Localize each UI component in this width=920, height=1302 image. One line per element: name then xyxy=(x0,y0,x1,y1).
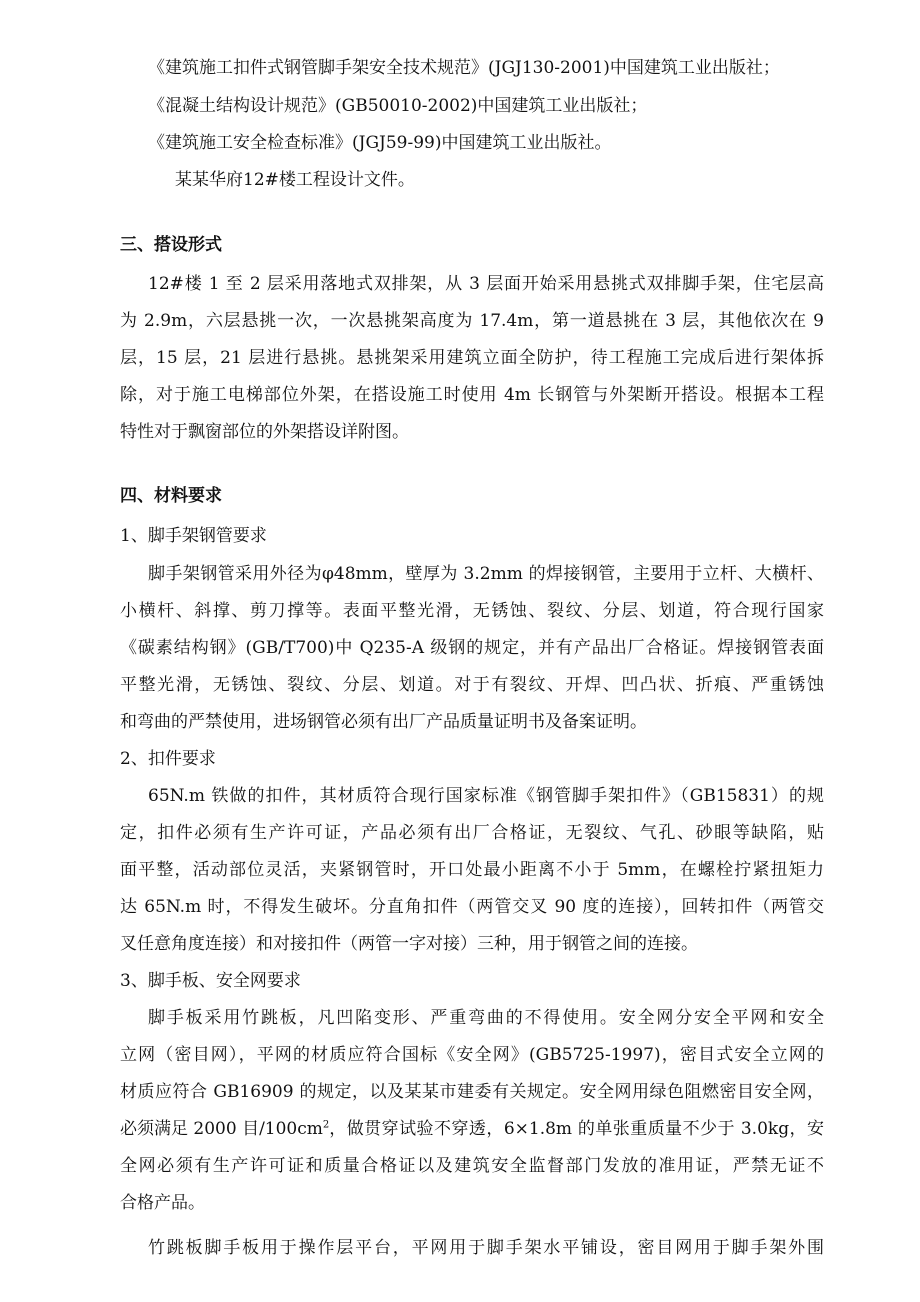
paragraph-line: 达 65N.m 时，不得发生破坏。分直角扣件（两管交叉 90 度的连接），回转扣件（两管交 xyxy=(120,897,824,917)
reference-line: 某某华府12#楼工程设计文件。 xyxy=(175,170,415,190)
paragraph-line: 层，15 层，21 层进行悬挑。悬挑架采用建筑立面全防护，待工程施工完成后进行架体拆 xyxy=(120,348,824,368)
reference-line: 《混凝土结构设计规范》(GB50010-2002)中国建筑工业出版社； xyxy=(148,96,648,116)
paragraph-line: 和弯曲的严禁使用，进场钢管必须有出厂产品质量证明书及备案证明。 xyxy=(120,712,647,732)
paragraph-line: 特性对于飘窗部位的外架搭设详附图。 xyxy=(120,422,409,442)
reference-line: 《建筑施工扣件式钢管脚手架安全技术规范》(JGJ130-2001)中国建筑工业出版社； xyxy=(148,58,780,78)
section-heading: 四、材料要求 xyxy=(120,486,222,506)
paragraph-line: 叉任意角度连接）和对接扣件（两管一字对接）三种，用于钢管之间的连接。 xyxy=(120,934,698,954)
paragraph-line xyxy=(120,1117,824,1141)
line-rest: ，做贯穿试验不穿透，6×1.8m 的单张重质量不少于 3.0kg，安 xyxy=(329,1119,824,1139)
paragraph-line: 全网必须有生产许可证和质量合格证以及建筑安全监督部门发放的准用证，严禁无证不 xyxy=(120,1156,824,1176)
subsection-title: 1、脚手架钢管要求 xyxy=(120,526,267,546)
subsection-title: 2、扣件要求 xyxy=(120,749,216,769)
paragraph-line: 除，对于施工电梯部位外架，在搭设施工时使用 4m 长钢管与外架断开搭设。根据本工程 xyxy=(120,385,824,405)
paragraph-line: 材质应符合 GB16909 的规定，以及某某市建委有关规定。安全网用绿色阻燃密目安全网， xyxy=(120,1082,824,1102)
subsection-title: 3、脚手板、安全网要求 xyxy=(120,971,301,991)
paragraph-line: 《碳素结构钢》(GB/T700)中 Q235-A 级钢的规定，并有产品出厂合格证。焊接钢管表面 xyxy=(120,638,824,658)
superscript: 2 xyxy=(322,1119,330,1131)
paragraph-line: 脚手板采用竹跳板，凡凹陷变形、严重弯曲的不得使用。安全网分安全平网和安全 xyxy=(148,1008,824,1028)
paragraph-line: 脚手架钢管采用外径为φ48mm，壁厚为 3.2mm 的焊接钢管，主要用于立杆、大横杆、 xyxy=(148,564,824,584)
paragraph-line: 为 2.9m，六层悬挑一次，一次悬挑架高度为 17.4m，第一道悬挑在 3 层，其他依次在 9 xyxy=(120,311,824,331)
paragraph-line: 面平整，活动部位灵活，夹紧钢管时，开口处最小距离不小于 5mm，在螺栓拧紧扭矩力 xyxy=(120,860,824,880)
paragraph-line: 立网（密目网），平网的材质应符合国标《安全网》(GB5725-1997)，密目式安全立网的 xyxy=(120,1045,824,1065)
line-prefix xyxy=(120,1117,329,1141)
paragraph-line: 平整光滑，无锈蚀、裂纹、分层、划道。对于有裂纹、开焊、凹凸状、折痕、严重锈蚀 xyxy=(120,675,824,695)
paragraph-line: 合格产品。 xyxy=(120,1193,205,1213)
section-heading: 三、搭设形式 xyxy=(120,235,222,255)
paragraph-line: 12#楼 1 至 2 层采用落地式双排架，从 3 层面开始采用悬挑式双排脚手架，住宅层高 xyxy=(148,274,824,294)
unit-text: 必须满足 2000 目/100cm xyxy=(120,1119,323,1139)
paragraph-line: 小横杆、斜撑、剪刀撑等。表面平整光滑，无锈蚀、裂纹、分层、划道，符合现行国家 xyxy=(120,601,824,621)
paragraph-line: 65N.m 铁做的扣件，其材质符合现行国家标准《钢管脚手架扣件》（GB15831）的规 xyxy=(148,786,824,806)
paragraph-line: 定，扣件必须有生产许可证，产品必须有出厂合格证，无裂纹、气孔、砂眼等缺陷，贴 xyxy=(120,823,824,843)
paragraph-line: 竹跳板脚手板用于操作层平台，平网用于脚手架水平铺设，密目网用于脚手架外围 xyxy=(148,1238,824,1258)
reference-line: 《建筑施工安全检查标准》(JGJ59-99)中国建筑工业出版社。 xyxy=(148,133,612,153)
